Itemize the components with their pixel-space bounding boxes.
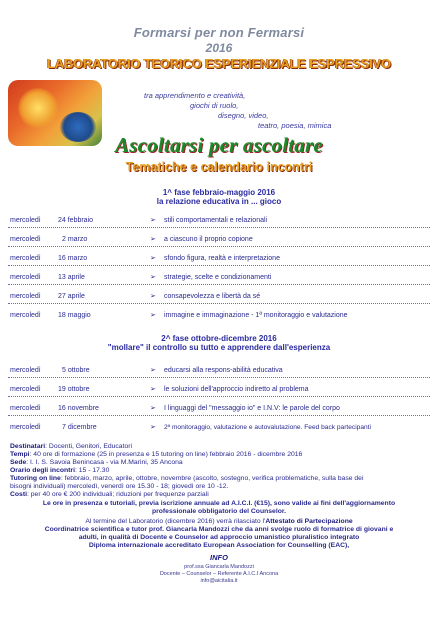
orario-label: Orario degli incontri <box>10 467 75 474</box>
row-date: 2 marzo <box>62 236 88 243</box>
row-day: mercoledì <box>10 255 41 262</box>
row-date: 16 novembre <box>58 405 99 412</box>
schedule-row <box>0 216 438 225</box>
arrow-icon: ➢ <box>150 236 156 243</box>
lab-title: LABORATORIO TEORICO ESPERIENZIALE ESPRESSIVO <box>47 56 391 71</box>
row-day: mercoledì <box>10 386 41 393</box>
tutoring-value: : febbraio, marzo, aprile, ottobre, novembre (ascolto, sostegno, verifica problematiche, sulla base dei <box>60 475 364 482</box>
signature-email[interactable]: info@aicitalia.it <box>200 578 238 584</box>
attestato-text: Al termine del Laboratorio (dicembre 2016) verrà rilasciato l' <box>85 518 266 525</box>
row-divider <box>8 303 430 304</box>
sede-label: Sede <box>10 459 27 466</box>
attestato-bold: Attestato di Partecipazione <box>265 518 353 525</box>
schedule-row <box>0 366 438 375</box>
row-topic: strategie, scelte e condizionamenti <box>164 274 272 281</box>
tempi-label: Tempi <box>10 451 30 458</box>
arrow-icon: ➢ <box>150 312 156 319</box>
orario-value: : 15 - 17.30 <box>74 467 110 474</box>
schedule-row <box>0 273 438 282</box>
motto: Formarsi per non Fermarsi <box>133 25 305 40</box>
row-divider <box>8 227 430 228</box>
info-costi <box>10 491 430 499</box>
row-date: 5 ottobre <box>62 367 90 374</box>
info-tutoring-2: bisogni individuali) mercoledì, venerdì ore 15.30 - 18; giovedì ore 10 -12. <box>10 483 229 490</box>
note-line-2: professionale obbligatorio del Counselor. <box>151 508 287 515</box>
schedule-row <box>0 235 438 244</box>
info-sede <box>10 459 430 467</box>
schedule-row <box>0 423 438 432</box>
row-day: mercoledì <box>10 367 41 374</box>
row-topic: le soluzioni dell'approccio indiretto al problema <box>164 386 309 393</box>
row-divider <box>8 284 430 285</box>
arrow-icon: ➢ <box>150 217 156 224</box>
row-day: mercoledì <box>10 236 41 243</box>
phase1-subtitle: la relazione educativa in ... gioco <box>156 197 282 206</box>
row-date: 18 maggio <box>58 312 91 319</box>
destinatari-label: Destinatari <box>10 443 46 450</box>
schedule-row <box>0 292 438 301</box>
arrow-icon: ➢ <box>150 405 156 412</box>
arrow-icon: ➢ <box>150 386 156 393</box>
row-divider <box>8 265 430 266</box>
row-divider <box>8 396 430 397</box>
signature-name: prof.ssa Giancarla Mandozzi <box>184 564 254 570</box>
coord-line-2: adulti, in qualità di Docente e Counselor ad approccio umanistico pluralistico integrato <box>78 534 360 541</box>
coord-line-3: Diploma internazionale accreditato European Association for Counselling (EAC), <box>88 542 350 549</box>
tagline-3: disegno, video, <box>218 111 269 120</box>
schedule-row <box>0 254 438 263</box>
schedule-row <box>0 404 438 413</box>
tempi-value: : 40 ore di formazione (25 in presenza e 15 tutoring on line) febbraio 2016 - dicembre 2016 <box>29 451 303 458</box>
row-date: 19 ottobre <box>58 386 90 393</box>
note-line-1: Le ore in presenza e tutoriali, previa iscrizione annuale ad A.I.C.I. (€15), sono valide ai fini dell'aggiornamento <box>42 500 396 507</box>
row-topic: immagine e immaginazione - 1ª monitoraggio e valutazione <box>164 312 348 319</box>
arrow-icon: ➢ <box>150 274 156 281</box>
row-topic: a ciascuno il proprio copione <box>164 236 253 243</box>
row-day: mercoledì <box>10 274 41 281</box>
phase2-subtitle: "mollare" il controllo su tutto e apprendere dall'esperienza <box>107 343 331 352</box>
phase1-title: 1^ fase febbraio-maggio 2016 <box>162 188 276 197</box>
costi-label: Costi <box>10 491 27 498</box>
tutoring-label: Tutoring on line <box>10 475 61 482</box>
phase2-title: 2^ fase ottobre-dicembre 2016 <box>161 334 277 343</box>
row-day: mercoledì <box>10 424 41 431</box>
tagline-2: giochi di ruolo, <box>190 101 239 110</box>
tagline-1: tra apprendimento e creatività, <box>144 91 246 100</box>
costi-value: : per 40 ore € 200 individuali; riduzioni per frequenze parziali <box>27 491 209 498</box>
year: 2016 <box>205 41 233 55</box>
row-topic: stili comportamentali e relazionali <box>164 217 268 224</box>
coord-line-1: Coordinatrice scientifica e tutor prof. Giancarla Mandozzi che da anni svolge ruolo di formatrice di giovani e <box>44 526 394 533</box>
row-topic: educarsi alla respons-abilità educativa <box>164 367 283 374</box>
row-topic: I linguaggi del "messaggio io" e I.N.V: le parole del corpo <box>164 405 340 412</box>
row-date: 27 aprile <box>58 293 85 300</box>
arrow-icon: ➢ <box>150 424 156 431</box>
info-tempi <box>10 451 430 459</box>
destinatari-value: : Docenti, Genitori, Educatori <box>45 443 133 450</box>
row-date: 16 marzo <box>58 255 88 262</box>
schedule-row <box>0 311 438 320</box>
main-title: Ascoltarsi per ascoltare <box>115 133 323 157</box>
subtitle: Tematiche e calendario incontri <box>125 160 313 174</box>
row-day: mercoledì <box>10 217 41 224</box>
row-date: 7 dicembre <box>62 424 97 431</box>
arrow-icon: ➢ <box>150 367 156 374</box>
row-day: mercoledì <box>10 312 41 319</box>
row-topic: sfondo figura, realtà e interpretazione <box>164 255 280 262</box>
info-title: INFO <box>210 553 228 562</box>
arrow-icon: ➢ <box>150 255 156 262</box>
info-orario <box>10 467 430 475</box>
row-divider <box>8 415 430 416</box>
row-day: mercoledì <box>10 293 41 300</box>
sede-value: : I. I. S. Savoia Benincasa - via M.Marini, 35 Ancona <box>26 459 183 466</box>
row-date: 13 aprile <box>58 274 85 281</box>
row-day: mercoledì <box>10 405 41 412</box>
row-topic: consapevolezza e libertà da sé <box>164 293 261 300</box>
info-tutoring <box>10 475 430 483</box>
attestato-line <box>0 518 438 526</box>
row-date: 24 febbraio <box>58 217 94 224</box>
tagline-4: teatro, poesia, mimica <box>258 121 332 130</box>
schedule-row <box>0 385 438 394</box>
arrow-icon: ➢ <box>150 293 156 300</box>
row-divider <box>8 246 430 247</box>
signature-role: Docente – Counselor – Referente A.I.C.I Ancona <box>159 571 279 577</box>
info-destinatari <box>10 443 430 451</box>
row-divider <box>8 377 430 378</box>
row-topic: 2ª monitoraggio, valutazione e autovalutazione. Feed back partecipanti <box>164 424 371 431</box>
